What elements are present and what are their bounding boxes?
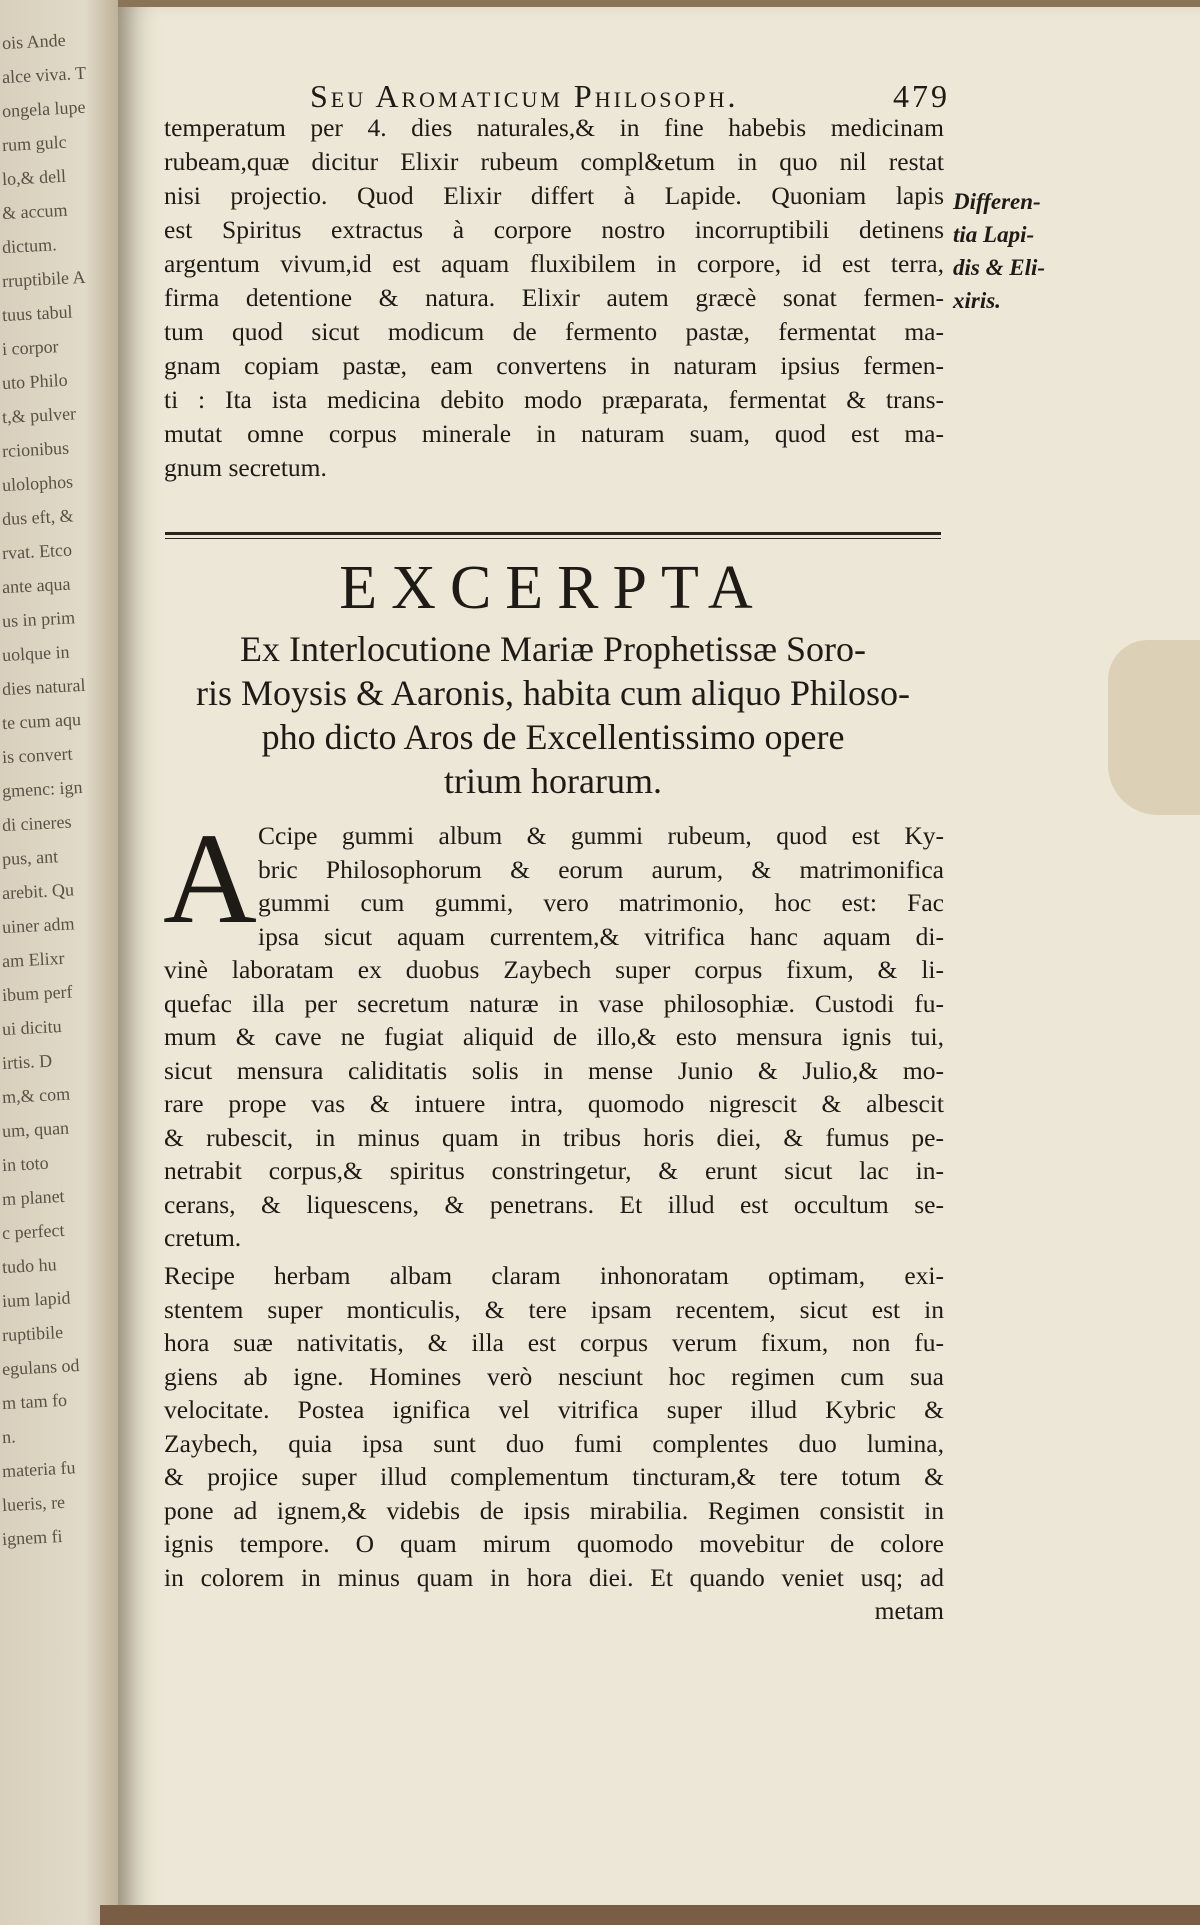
- previous-page-fragment: m tam fo: [1, 1389, 68, 1414]
- previous-page-fragment: i corpor: [1, 336, 60, 360]
- previous-page-fragment: us in prim: [1, 607, 76, 632]
- previous-page-fragment: ruptibile: [1, 1321, 64, 1346]
- margin-note-line: Differen-: [953, 189, 1041, 214]
- subtitle-line: trium horarum.: [444, 761, 662, 801]
- previous-page-fragment: ignem fi: [1, 1525, 64, 1550]
- text-line: bric Philosophorum & eorum aurum, & matrimonifica: [258, 854, 944, 884]
- previous-page-fragment: ibum perf: [1, 981, 73, 1006]
- text-line: Ccipe gummi album & gummi rubeum, quod est Ky-: [258, 821, 944, 850]
- previous-page-fragment: t,& pulver: [1, 403, 77, 428]
- previous-page-fragment: pus, ant: [1, 846, 59, 870]
- previous-page-fragment: ante aqua: [1, 573, 71, 598]
- drop-cap: A: [163, 807, 257, 951]
- previous-page-edge: [0, 0, 122, 1925]
- previous-page-fragment: rum gulc: [1, 131, 68, 156]
- previous-page-fragment: gmenc: ign: [1, 776, 83, 802]
- previous-page-fragment: m planet: [1, 1185, 66, 1210]
- previous-page-fragment: c perfect: [1, 1219, 65, 1244]
- text-line: & projice super illud complementum tincturam,& tere totum &: [164, 1462, 944, 1491]
- text-line: cerans, & liquescens, & penetrans. Et illud est occultum se-: [164, 1189, 944, 1219]
- previous-page-fragment: rruptibile A: [1, 266, 86, 292]
- page-number: 479: [893, 78, 950, 114]
- text-line: quefac illa per secretum naturæ in vase philosophiæ. Custodi fu-: [164, 988, 944, 1018]
- text-line: gnam copiam pastæ, eam convertens in naturam ipsius fermen-: [164, 351, 944, 380]
- text-line: giens ab igne. Homines verò nesciunt hoc regimen cum sua: [164, 1361, 944, 1391]
- previous-page-fragment: dictum.: [1, 234, 58, 258]
- subtitle-line: Ex Interlocutione Mariæ Prophetissæ Soro-: [240, 629, 866, 669]
- text-line: in colorem in minus quam in hora diei. Et quando veniet usq; ad: [164, 1562, 944, 1592]
- section-rule-thin: [165, 538, 941, 539]
- previous-page-fragment: tuus tabul: [1, 301, 74, 326]
- text-line: Zaybech, quia ipsa sunt duo fumi complentes duo lumina,: [164, 1428, 944, 1458]
- text-line: vinè laboratam ex duobus Zaybech super corpus fixum, & li-: [164, 955, 944, 984]
- previous-page-fragment: uto Philo: [1, 369, 69, 394]
- previous-page-fragment: ois Ande: [1, 29, 67, 54]
- previous-page-fragment: n.: [1, 1426, 17, 1448]
- previous-page-fragment: uiner adm: [1, 913, 75, 938]
- text-line: hora suæ nativitatis, & illa est corpus verum fixum, non fu-: [164, 1328, 944, 1357]
- subtitle-line: ris Moysis & Aaronis, habita cum aliquo Philoso-: [196, 673, 910, 713]
- previous-page-fragment: lueris, re: [1, 1491, 66, 1516]
- catchword: metam: [874, 1596, 944, 1625]
- previous-page-fragment: in toto: [1, 1152, 50, 1176]
- text-line: argentum vivum,id est aquam fluxibilem in corpore, id est terra,: [164, 249, 944, 278]
- text-line: rare prope vas & intuere intra, quomodo nigrescit & albescit: [164, 1089, 944, 1118]
- text-line: nisi projectio. Quod Elixir differt à Lapide. Quoniam lapis: [164, 181, 944, 210]
- text-line: ti : Ita ista medicina debito modo præparata, fermentat & trans-: [164, 385, 944, 414]
- text-line: sicut mensura caliditatis solis in mense Junio & Julio,& mo-: [164, 1055, 944, 1085]
- section-heading: EXCERPTA: [339, 554, 767, 622]
- previous-page-fragment: irtis. D: [1, 1050, 53, 1074]
- previous-page-fragment: ulolophos: [1, 471, 74, 496]
- previous-page-fragment: am Elixr: [1, 947, 66, 972]
- text-line: ignis tempore. O quam mirum quomodo movebitur de colore: [164, 1529, 944, 1558]
- running-head-title: Seu Aromaticum Philosoph.: [310, 78, 739, 114]
- text-line: firma detentione & natura. Elixir autem græcè sonat fermen-: [164, 283, 944, 312]
- previous-page-fragment: tudo hu: [1, 1254, 58, 1278]
- previous-page-fragment: m,& com: [1, 1083, 71, 1108]
- previous-page-fragment: ui dicitu: [1, 1016, 63, 1040]
- previous-page-fragment: arebit. Qu: [1, 879, 75, 904]
- text-line: rubeam,quæ dicitur Elixir rubeum compl&etum in quo nil restat: [164, 147, 944, 176]
- previous-page-fragment: um, quan: [1, 1117, 70, 1142]
- previous-page-fragment: lo,& dell: [1, 165, 67, 190]
- text-line: netrabit corpus,& spiritus constringetur, & erunt sicut lac in-: [164, 1156, 944, 1185]
- text-line: velocitate. Postea ignifica vel vitrifica super illud Kybric &: [164, 1395, 944, 1424]
- text-line: gummi cum gummi, vero matrimonio, hoc est: Fac: [258, 888, 944, 917]
- page-bottom-edge: [100, 1905, 1200, 1925]
- previous-page-fragment: & accum: [1, 199, 69, 224]
- text-line: ipsa sicut aquam currentem,& vitrifica hanc aquam di-: [258, 921, 944, 951]
- text-line: pone ad ignem,& videbis de ipsis mirabilia. Regimen consistit in: [164, 1495, 944, 1525]
- margin-note-line: tia Lapi-: [953, 222, 1035, 247]
- previous-page-fragment: alce viva. T: [1, 62, 87, 88]
- text-line: temperatum per 4. dies naturales,& in fine habebis medicinam: [164, 113, 944, 142]
- previous-page-fragment: uolque in: [1, 641, 71, 666]
- text-line: Recipe herbam albam claram inhonoratam optimam, exi-: [164, 1261, 944, 1290]
- subtitle-line: pho dicto Aros de Excellentissimo opere: [261, 717, 845, 757]
- margin-note-line: dis & Eli-: [953, 255, 1046, 280]
- previous-page-fragment: dies natural: [1, 674, 86, 700]
- previous-page-fragment: rvat. Etco: [1, 539, 73, 564]
- page-top-edge: [118, 0, 1200, 7]
- previous-page-fragment: rcionibus: [1, 437, 70, 462]
- text-line: gnum secretum.: [164, 453, 327, 482]
- previous-page-fragment: te cum aqu: [1, 709, 82, 734]
- text-line: tum quod sicut modicum de fermento pastæ, fermentat ma-: [164, 317, 944, 346]
- margin-note-line: xiris.: [953, 288, 1001, 313]
- text-line: & rubescit, in minus quam in tribus horis diei, & fumus pe-: [164, 1122, 944, 1152]
- previous-page-fragment: dus eft, &: [1, 505, 75, 530]
- previous-page-fragment: egulans od: [1, 1355, 80, 1380]
- previous-page-fragment: materia fu: [1, 1457, 76, 1482]
- previous-page-fragment: ium lapid: [1, 1287, 72, 1312]
- previous-page-fragment: is convert: [1, 743, 73, 768]
- text-line: mum & cave ne fugiat aliquid de illo,& esto mensura ignis tui,: [164, 1022, 944, 1051]
- finger-shadow: [1108, 640, 1200, 815]
- text-line: cretum.: [164, 1223, 242, 1252]
- previous-page-fragment: di cineres: [1, 811, 72, 836]
- previous-page-fragment: ongela lupe: [1, 96, 86, 122]
- text-line: stentem super monticulis, & tere ipsam recentem, sicut est in: [164, 1294, 944, 1324]
- text-line: mutat omne corpus minerale in naturam suam, quod est ma-: [164, 419, 944, 448]
- section-rule: [165, 532, 941, 535]
- text-line: est Spiritus extractus à corpore nostro incorruptibili detinens: [164, 215, 944, 244]
